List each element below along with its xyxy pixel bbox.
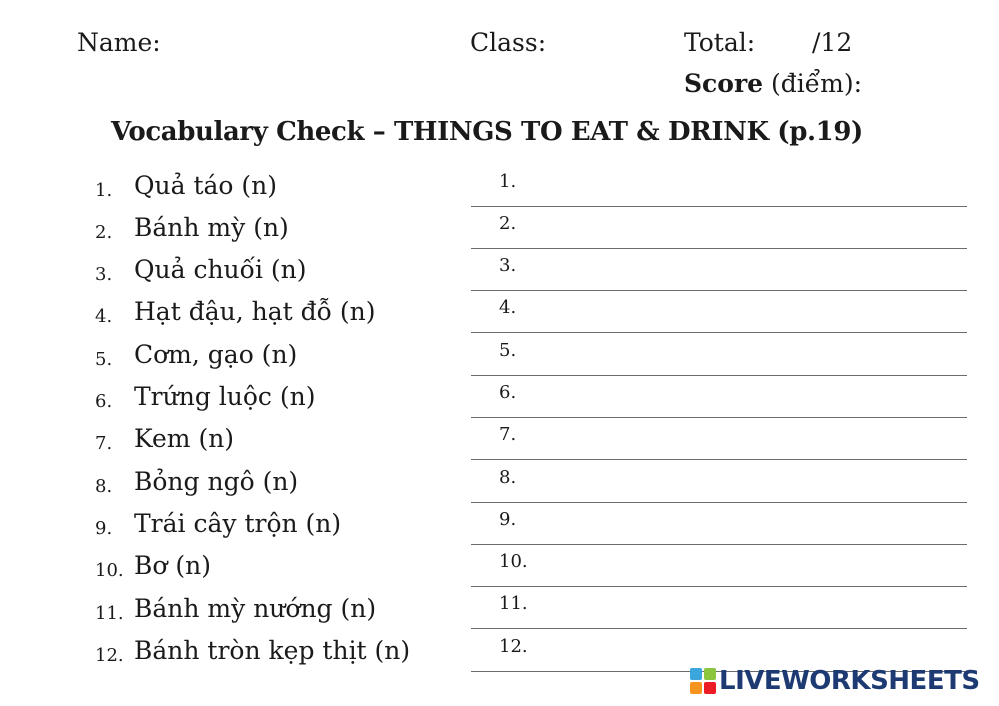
vocab-term: Bỏng ngô (n) — [134, 467, 299, 496]
score-label-suffix: (điểm): — [763, 69, 862, 98]
logo-square — [690, 682, 702, 694]
vocab-number: 7. — [95, 433, 113, 454]
vocab-term: Hạt đậu, hạt đỗ (n) — [134, 297, 376, 326]
answer-field[interactable] — [471, 165, 967, 207]
logo-square — [704, 682, 716, 694]
answer-number: 7. — [499, 424, 517, 445]
vocab-number: 4. — [95, 306, 113, 327]
answer-field[interactable] — [471, 587, 967, 629]
logo-square — [704, 668, 716, 680]
answer-number: 2. — [499, 213, 517, 234]
vocab-term: Quả chuối (n) — [134, 255, 307, 284]
vocab-term: Bánh tròn kẹp thịt (n) — [134, 636, 411, 665]
vocab-number: 3. — [95, 264, 113, 285]
total-label: Total: — [684, 28, 756, 57]
answer-field[interactable] — [471, 545, 967, 587]
vocab-term: Cơm, gạo (n) — [134, 340, 298, 369]
vocab-term: Bánh mỳ nướng (n) — [134, 594, 377, 623]
answer-field[interactable] — [471, 334, 967, 376]
brand-text: LIVEWORKSHEETS — [719, 666, 980, 696]
answer-number: 9. — [499, 509, 517, 530]
vocab-number: 9. — [95, 518, 113, 539]
answer-number: 11. — [499, 593, 528, 614]
liveworksheets-logo — [690, 666, 980, 696]
vocab-term: Quả táo (n) — [134, 171, 278, 200]
name-label: Name: — [77, 28, 161, 57]
vocab-item — [0, 550, 470, 592]
score-label-bold: Score — [684, 69, 764, 98]
answer-number: 3. — [499, 255, 517, 276]
answer-field[interactable] — [471, 207, 967, 249]
answer-field[interactable] — [471, 249, 967, 291]
class-label: Class: — [470, 28, 547, 57]
answer-field[interactable] — [471, 291, 967, 333]
vocab-item — [0, 212, 470, 254]
vocab-item — [0, 466, 470, 508]
answer-field[interactable] — [471, 376, 967, 418]
vocab-item — [0, 296, 470, 338]
vocab-item — [0, 593, 470, 635]
total-value: /12 — [812, 28, 853, 57]
page-title: Vocabulary Check – THINGS TO EAT & DRINK (p.19) — [111, 117, 863, 147]
vocab-number: 11. — [95, 603, 124, 624]
answer-field[interactable] — [471, 418, 967, 460]
answer-number: 1. — [499, 171, 517, 192]
liveworksheets-logo-icon — [690, 668, 716, 694]
logo-square — [690, 668, 702, 680]
vocab-number: 12. — [95, 645, 124, 666]
answer-number: 8. — [499, 467, 517, 488]
vocab-item — [0, 339, 470, 381]
vocab-term: Bánh mỳ (n) — [134, 213, 289, 242]
vocab-number: 1. — [95, 180, 113, 201]
vocab-item — [0, 170, 470, 212]
vocab-number: 5. — [95, 349, 113, 370]
vocab-item — [0, 254, 470, 296]
vocab-term: Kem (n) — [134, 424, 235, 453]
vocab-term: Trứng luộc (n) — [134, 382, 316, 411]
answer-field[interactable] — [471, 461, 967, 503]
answer-field[interactable] — [471, 503, 967, 545]
vocab-item — [0, 508, 470, 550]
vocab-number: 2. — [95, 222, 113, 243]
answer-number: 6. — [499, 382, 517, 403]
answer-number: 12. — [499, 636, 528, 657]
vocab-number: 8. — [95, 476, 113, 497]
vocab-number: 6. — [95, 391, 113, 412]
vocab-number: 10. — [95, 560, 124, 581]
vocab-item — [0, 381, 470, 423]
answer-number: 5. — [499, 340, 517, 361]
answer-number: 10. — [499, 551, 528, 572]
vocab-term: Bơ (n) — [134, 551, 211, 580]
score-label — [684, 69, 862, 99]
vocab-term: Trái cây trộn (n) — [134, 509, 342, 538]
vocab-item — [0, 423, 470, 465]
answer-number: 4. — [499, 297, 517, 318]
vocab-item — [0, 635, 470, 677]
